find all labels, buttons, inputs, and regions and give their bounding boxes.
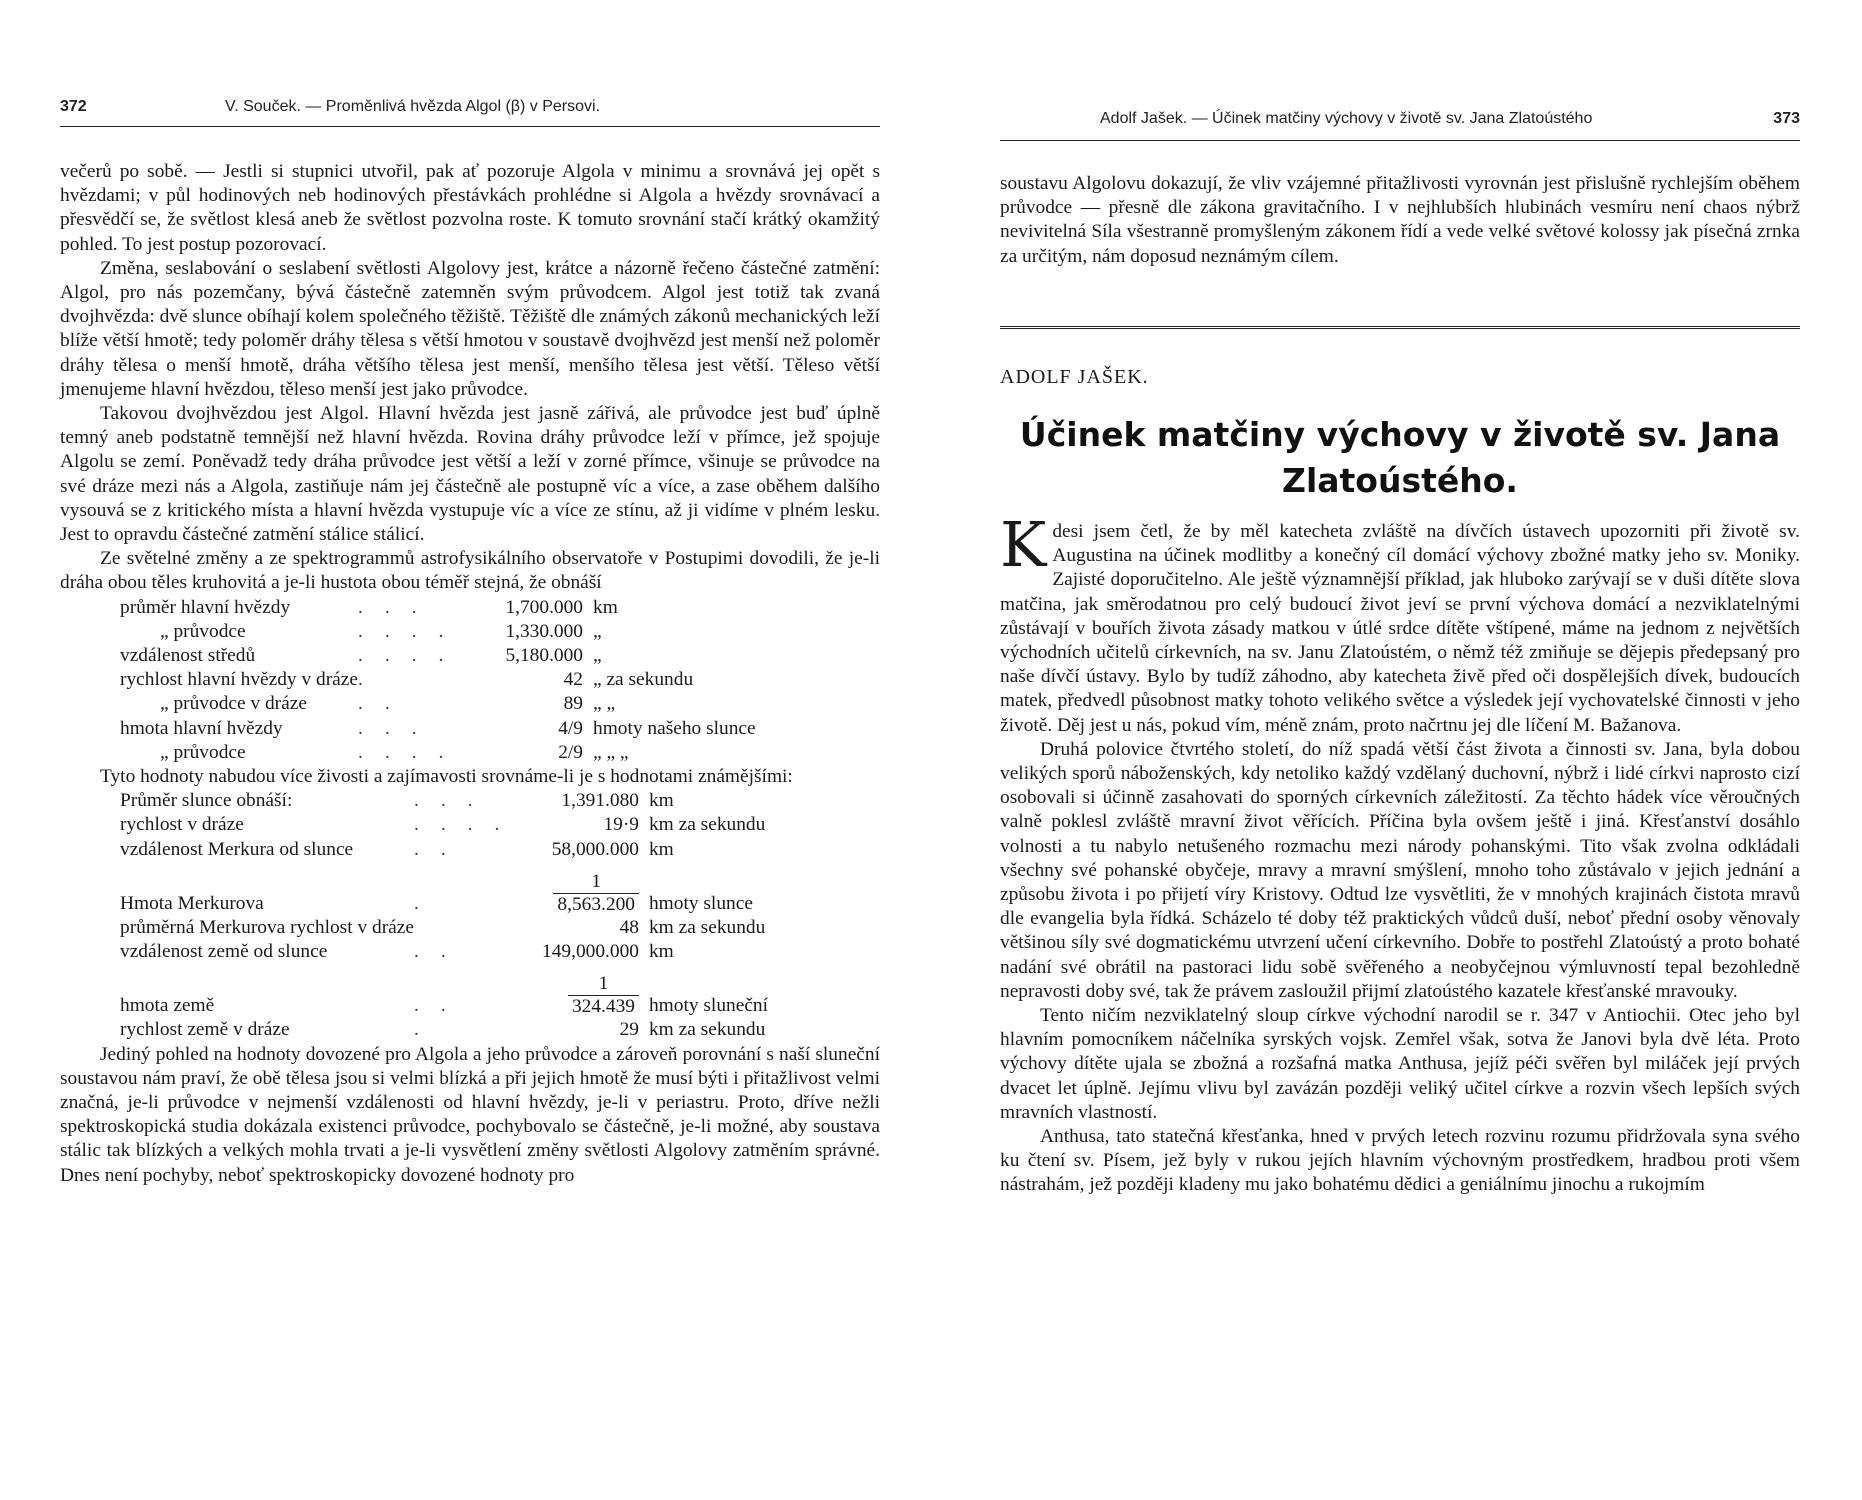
row-label: hmota země — [120, 995, 215, 1017]
row-unit: „ — [593, 620, 602, 642]
row-value: 2/9 — [558, 741, 583, 763]
row-label: Hmota Merkurova — [120, 892, 264, 914]
row-label: rychlost země v dráze — [120, 1019, 290, 1041]
table-row: rychlost v dráze .... 19·9 km za sekundu — [120, 813, 768, 837]
table-row: „ průvodce .... 1,330.000 „ — [120, 620, 756, 644]
fraction — [553, 871, 639, 916]
row-label: „ průvodce v dráze — [160, 693, 307, 715]
row-unit: km za sekundu — [648, 814, 766, 836]
table-row: vzdálenost země od slunce .. 149,000.000 km — [120, 940, 768, 964]
article-title: Účinek matčiny výchovy v životě sv. Jana Zlatoústého. — [1019, 415, 1781, 500]
paragraph: Takovou dvojhvězdou jest Algol. Hlavní hvězda jest jasně zářivá, ale průvodce jest buď úplně temný aneb podstatně temnější než hlavní hvězda. Rovina dráhy průvodce leží v přímce, jež spojuje Algolu se zemí. Poněvadž tedy dráha průvodce jest větší a leží v zorné přímce, všinuje se průvodce na své dráze mezi nás a Algola, zastiňuje nám jej částečně ale postupně víc a více, a zase oběhem dalšího vysouvá se z kritického místa a hlavní hvězda vystupuje víc a více ze stínu, až ji vidíme v plném lesku. Jest to opravdu částečné zatmění stálice stálicí. — [60, 403, 880, 546]
row-value: 1,330.000 — [505, 620, 583, 642]
row-label: rychlost hlavní hvězdy v dráze — [120, 669, 358, 691]
table-row: rychlost země v dráze . 29 km za sekundu — [120, 1018, 768, 1042]
row-unit: km — [648, 941, 674, 963]
row-label: Průměr slunce obnáší: — [120, 790, 293, 812]
row-label: průměrná Merkurova rychlost v dráze — [120, 916, 414, 938]
table-row: Hmota Merkurova . $\frac{1}{8,563.200}$ hmoty slunce — [120, 862, 768, 916]
fraction-numerator: 1 — [598, 973, 609, 995]
row-unit: „ „ „ — [593, 741, 629, 763]
paragraph: Anthusa, tato statečná křesťanka, hned v prvých letech rozvinu rozumu přidržovala syna svého ku čtení sv. Písem, jež byly v rukou jejích hlavním výchovným prostředkem, hradbou proti všem nástrahám, jež později kladeny mu jako bohatému dědici a geniálnímu jinochu a rukojmím — [1000, 1126, 1800, 1196]
running-head-right — [1000, 110, 1800, 134]
row-unit: km — [593, 596, 618, 618]
table-row: hmota hlavní hvězdy ... 4/9 hmoty našeho slunce — [120, 717, 756, 741]
row-unit: km — [648, 838, 674, 860]
row-value: 149,000.000 — [542, 941, 639, 963]
paragraph: Druhá polovice čtvrtého století, do níž spadá větší část života a činnosti sv. Jana, byla dobou velikých sporů náboženských, kdy netoliko každý vzdělaný duchovní, nýbrž i lidé církvi naprosto cizí osobovali si účinně zasahovati do sporných církevních záležitostí. Za těchto hádek více věroučných valně poklesl zvláště mravní život věřících. Příčina byla ovšem ještě i jiná. Křesťanství dosáhlo volnosti a tu nabylo netušeného rozmachu mezi národy pohanskými. Tito však zvolna odkládali všechny své pohanské obyčeje, mravy a mravní smýšlení, mnoho toho zůstávalo v jejich jednání a způsobu života i po přijetí víry Kristovy. Odtud lze vysvětliti, že v mnohých krajinách čistota mravů dle evangelia byla řídká. Scházelo té doby též praktických vůdců duší, neboť přední osoby věnovaly většinou síly své dogmatickému utvrzení učení církevního. Dobře to postřehl Zlatoústý a proto bohaté nadání své obrátil na pastoraci lidu sobě svěřeného a neobyčejnou výmluvností tepal bezohledně nepravosti doby své, tak že právem zasloužil přijmí zlatoústého kazatele křesťanské mravouky. — [1000, 738, 1800, 1002]
row-label: „ průvodce — [160, 620, 246, 642]
row-value: 29 — [619, 1019, 639, 1041]
row-unit: km za sekundu — [648, 916, 766, 938]
fraction-denominator: 8,563.200 — [553, 893, 639, 916]
fraction-numerator: 1 — [591, 870, 602, 892]
row-label: vzdálenost Merkura od slunce — [120, 838, 354, 860]
section-divider — [1000, 326, 1800, 329]
row-unit: km za sekundu — [648, 1019, 766, 1041]
row-label: vzdálenost země od slunce — [120, 941, 328, 963]
paragraph: Tento ničím nezviklatelný sloup církve východní narodil se r. 347 v Antiochii. Otec jeho byl hlavním pomocníkem náčelníka syrských vojsk. Zemřel však, sotva že Janovi byla dvě léta. Proto výchovy dítěte ujala se zbožná a rozšafná matka Anthusa, jejíž péči svěřen byl miláček její prvých dvacet let úplně. Jejímu vlivu byl zavázán později veliký učitel církve a rozvin všech lepších svých mravních vlastností. — [1000, 1005, 1800, 1123]
row-unit: hmoty slunce — [648, 892, 753, 914]
row-unit: „ za sekundu — [593, 669, 694, 691]
header-rule-right — [1000, 140, 1800, 141]
row-value: 4/9 — [558, 717, 583, 739]
drop-cap: K — [1000, 508, 1047, 581]
table-row: vzdálenost středů .... 5,180.000 „ — [120, 644, 756, 668]
row-value: 58,000.000 — [551, 838, 639, 860]
row-label: hmota hlavní hvězdy — [120, 717, 283, 739]
article-author: ADOLF JAŠEK. — [1000, 366, 1149, 388]
row-unit: „ — [593, 645, 602, 667]
paragraph: Ze světelné změny a ze spektrogrammů astrofysikálního observatoře v Postupimi dovodili, že je-li dráha obou těles kruhovitá a je-li hustota obou téměř stejná, že obnáší — [60, 548, 880, 594]
row-value: 1,700.000 — [505, 596, 583, 618]
fraction — [568, 973, 639, 1018]
header-rule-left — [60, 126, 880, 127]
row-unit: hmoty sluneční — [648, 995, 769, 1017]
row-unit: „ „ — [593, 693, 616, 715]
row-value: 1,391.080 — [561, 790, 639, 812]
article-body — [1000, 508, 1800, 1198]
continuation-text — [1000, 172, 1800, 269]
table-row — [120, 916, 768, 940]
fraction-denominator: 324.439 — [568, 995, 639, 1018]
table-row: Průměr slunce obnáší: ... 1,391.080 km — [120, 789, 768, 813]
row-label: průměr hlavní hvězdy — [120, 596, 291, 618]
comparison-table — [120, 789, 768, 1042]
paragraph: Jediný pohled na hodnoty dovozené pro Algola a jeho průvodce a zároveň porovnání s naší sluneční soustavou nám praví, že obě tělesa jsou si velmi blízká a při jejich hmotě že musí býti i přitažlivost velmi značná, je-li průvodce v nejmenší vzdálenosti od hlavní hvězdy, je-li v periastru. Proto, dříve nežli spektroskopická studia dokázala existenci průvodce, pochybovalo se částečně, je-li možné, aby soustava stálic tak blízkých a velkých mohla trvati a je-li vysvětlení změny světlosti Algolovy zatměním správné. Dnes není pochyby, neboť spektroskopicky dovozené hodnoty pro — [60, 1043, 880, 1186]
table-row: hmota země .. $\frac{1}{324.439}$ hmoty sluneční — [120, 964, 768, 1018]
table-row: „ průvodce v dráze .. 89 „ „ — [120, 692, 756, 716]
row-value: 42 — [563, 669, 583, 691]
page-number-right: 373 — [1773, 110, 1800, 127]
paragraph: soustavu Algolovu dokazují, že vliv vzájemné přitažlivosti vyrovnán jest přislušně rychlejším oběhem průvodce — přesně dle zákona gravitačního. I v nejhlubších hlubinách vesmíru není chaos nýbrž nevivitelná Síla všestranně promyšleným zákonem řídí a vede velké světové kolossy jak písečná zrnka za určitým, nám doposud neznámým cílem. — [1000, 173, 1800, 267]
row-value: 5,180.000 — [505, 645, 583, 667]
table-row: „ průvodce .... 2/9 „ „ „ — [120, 741, 756, 765]
first-paragraph — [1000, 508, 1800, 738]
table-row: vzdálenost Merkura od slunce .. 58,000.000 km — [120, 838, 768, 862]
first-paragraph-text: desi jsem četl, že by měl katecheta zvláště na dívčích ústavech upozorniti při životě sv. Augustina na účinek modlitby a konečný cíl domácí výchovy zbožné matky jeho sv. Moniky. Zajisté doporučitelno. Ale ještě významnější příklad, jak hluboko zarývají se v duši dítěte slova matčina, jak směrodatnou pro celý budoucí život jeví se první výchova domácí a nezviklatelnými zůstávají v bouřích života zásady matkou v útlé srdce dítěte vštípené, máme na jednom z největších východních učitelů církevních, na sv. Janu Zlatoústém, o němž též zmiňuje se dějepis předepsaný pro naše dívčí ústavy. Bylo by tudíž záhodno, aby katecheta živě před oči dospělejších dívek, budoucích matek, předvedl působnost matky tohoto velikého světce a výsledek její vychovatelské činnosti v jeho životě. Děj jest u nás, pokud vím, méně znám, proto načrtnu jej dle líčení M. Bažanova. — [1000, 521, 1800, 736]
algol-values-table — [120, 596, 756, 765]
paragraph: Tyto hodnoty nabudou více živosti a zajímavosti srovnáme-li je s hodnotami známějšími: — [100, 766, 793, 788]
page-number-left: 372 — [60, 98, 87, 115]
row-label: vzdálenost středů — [120, 645, 256, 667]
running-title-right: Adolf Jašek. — Účinek matčiny výchovy v životě sv. Jana Zlatoústého — [1100, 110, 1593, 127]
table-row: průměr hlavní hvězdy ... 1,700.000 km — [120, 596, 756, 620]
row-value: 48 — [619, 916, 639, 938]
left-body — [60, 160, 880, 1188]
running-title-left: V. Souček. — Proměnlivá hvězda Algol (β) v Persovi. — [225, 98, 600, 115]
row-label: „ průvodce — [160, 741, 246, 763]
paragraph: Změna, seslabování o seslabení světlosti Algolovy jest, krátce a názorně řečeno částečné zatmění: Algol, pro nás pozemčany, bývá částečně zatemněn svým průvodcem. Algol jest totiž tak zvaná dvojhvězda: dvě slunce obíhají kolem společného těžiště. Těžiště dle známých zákonů mechanických leží blíže větší hmotě; tedy poloměr dráhy tělesa s větší hmotou v soustavě dvojhvězd jest menší než poloměr dráhy tělesa o menší hmotě, dráha většího tělesa jest menší, menšího tělesa jest větší. Těleso větší jmenujeme hlavní hvězdou, těleso menší jest jako průvodce. — [60, 257, 880, 400]
row-unit: hmoty našeho slunce — [593, 717, 756, 739]
table-row: rychlost hlavní hvězdy v dráze . 42 „ za sekundu — [120, 668, 756, 692]
row-value: 19·9 — [603, 814, 639, 836]
running-head-left — [60, 98, 880, 122]
row-label: rychlost v dráze — [120, 814, 244, 836]
row-unit: km — [648, 790, 674, 812]
row-value: 89 — [563, 693, 583, 715]
paragraph: večerů po sobě. — Jestli si stupnici utvořil, pak ať pozoruje Algola v minimu a srovnává jej opět s hvězdami; v půl hodinových neb hodinových přestávkách prohlédne si Algola a hvězdy srovnávací a přesvědčí se, že světlost klesá aneb že světlost pozvolna roste. K tomuto srovnání stačí krátký okamžitý pohled. To jest postup pozorovací. — [60, 161, 880, 255]
